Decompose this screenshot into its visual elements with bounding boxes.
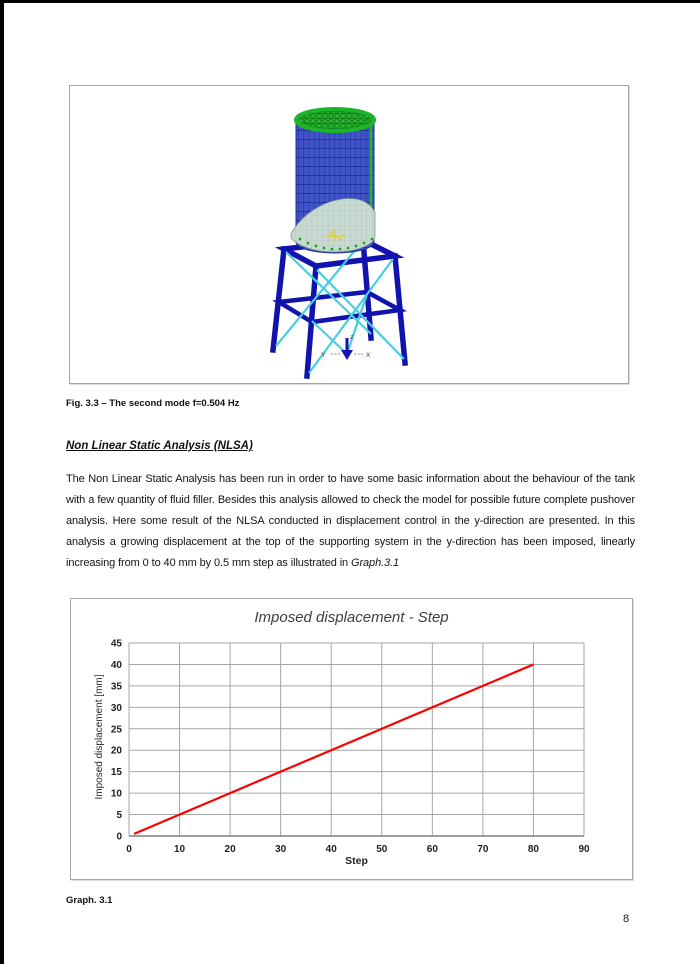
graph-reference: Graph.3.1 (351, 557, 400, 569)
fem-model-figure (70, 86, 628, 383)
body-paragraph (66, 469, 635, 574)
y-tick-label: 25 (110, 724, 122, 736)
y-tick-label: 0 (116, 831, 122, 843)
section-heading: Non Linear Static Analysis (NLSA) (66, 440, 253, 452)
y-tick-label: 45 (110, 638, 122, 650)
chart-svg (71, 599, 632, 879)
y-tick-label: 35 (110, 681, 122, 693)
x-tick-label: 10 (173, 844, 186, 855)
graph-caption: Graph. 3.1 (66, 895, 113, 906)
axis-label-x: X (366, 352, 371, 359)
x-tick-label: 30 (275, 844, 287, 855)
y-tick-label: 40 (110, 659, 122, 671)
x-tick-label: 70 (477, 844, 489, 855)
x-tick-label: 60 (426, 844, 438, 855)
x-tick-label: 90 (578, 844, 590, 855)
x-tick-label: 40 (325, 844, 337, 855)
x-tick-label: 50 (376, 844, 388, 855)
support-frame (273, 240, 405, 376)
tank-top-cap (296, 109, 374, 131)
page-number: 8 (622, 913, 630, 925)
series-line (134, 664, 533, 833)
y-tick-label: 15 (110, 767, 122, 779)
y-tick-label: 5 (116, 810, 122, 822)
y-tick-label: 10 (110, 788, 122, 800)
page-top-border (0, 0, 700, 3)
x-tick-label: 80 (527, 844, 540, 855)
y-tick-label: 30 (110, 702, 122, 714)
chart-frame (70, 598, 633, 880)
x-axis-label: Step (345, 855, 368, 867)
tank-model (291, 109, 375, 253)
x-tick-label: 0 (126, 844, 132, 855)
y-axis-label: Imposed displacement [mm] (94, 674, 105, 800)
paragraph-text: The Non Linear Static Analysis has been run in order to have some basic information about the behaviour of the tank with a few quantity of fluid filler. Besides this analysis allowed to check the model for possible future complete pushover analysis. Here some result of the NLSA conducted in displacement control in the y-direction are presented. In this analysis a growing displacement at the top of the supporting system in the y-direction has been imposed, linearly increasing from 0 to 40 mm by 0.5 mm step as illustrated in (66, 473, 635, 569)
chart-title: Imposed displacement - Step (254, 609, 449, 626)
y-tick-label: 20 (110, 745, 122, 757)
axis-label-y: Y (321, 352, 326, 359)
figure-caption: Fig. 3.3 – The second mode f=0.504 Hz (66, 398, 240, 409)
axis-label-z: Z (350, 335, 354, 341)
figure-frame (69, 85, 629, 384)
page-left-border (0, 0, 4, 964)
x-tick-label: 20 (224, 844, 236, 855)
